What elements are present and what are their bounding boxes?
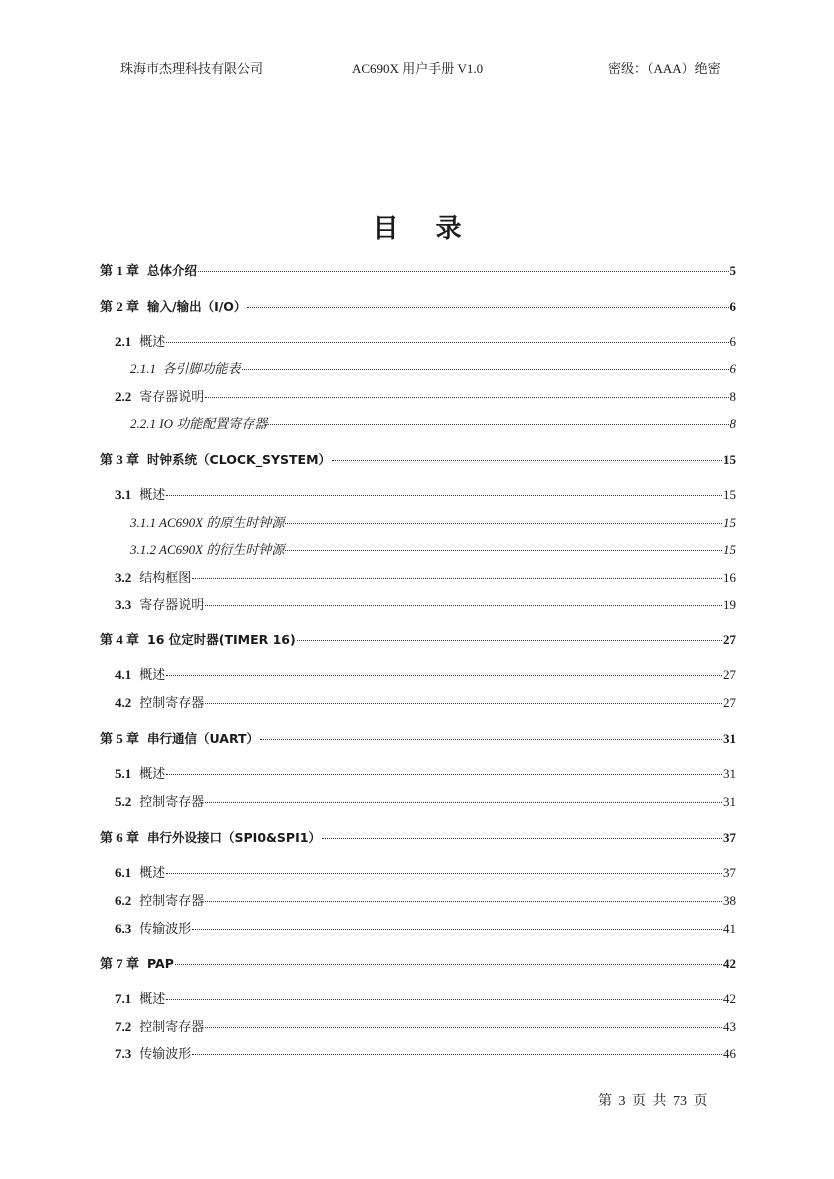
toc-entry-page: 37 bbox=[723, 830, 736, 845]
toc-dot-leader bbox=[205, 605, 722, 606]
toc-entry[interactable] bbox=[130, 514, 736, 532]
toc-entry[interactable] bbox=[115, 1045, 736, 1063]
header-secrecy-level: 密级：（AAA）绝密 bbox=[608, 61, 721, 76]
toc-entry-page: 16 bbox=[723, 570, 736, 585]
toc-entry[interactable] bbox=[115, 486, 736, 504]
toc-dot-leader bbox=[242, 369, 729, 370]
toc-entry-number: 第 5 章 bbox=[100, 731, 140, 746]
page-footer: 第 3 页 共 73 页 bbox=[598, 1094, 708, 1109]
toc-entry[interactable] bbox=[115, 765, 736, 783]
toc-entry-title: 概述 bbox=[139, 667, 166, 682]
toc-entry-title: 控制寄存器 bbox=[139, 1019, 205, 1034]
toc-dot-leader bbox=[332, 460, 722, 461]
toc-entry-title: PAP bbox=[147, 956, 174, 971]
toc-dot-leader bbox=[285, 550, 722, 551]
toc-dot-leader bbox=[166, 873, 722, 874]
toc-dot-leader bbox=[260, 739, 722, 740]
toc-dot-leader bbox=[205, 901, 722, 902]
toc-dot-leader bbox=[198, 271, 728, 272]
toc-entry-page: 8 bbox=[729, 416, 736, 431]
toc-entry[interactable] bbox=[100, 298, 736, 316]
toc-entry-number: 4.2 bbox=[115, 695, 132, 710]
toc-entry-title: 3.1.2 AC690X 的衍生时钟源 bbox=[130, 542, 285, 557]
toc-entry-page: 42 bbox=[723, 991, 736, 1006]
toc-entry[interactable] bbox=[115, 596, 736, 614]
toc-dot-leader bbox=[192, 929, 722, 930]
toc-entry-number: 3.1 bbox=[115, 487, 132, 502]
toc-entry-number: 6.2 bbox=[115, 893, 132, 908]
toc-entry[interactable] bbox=[115, 666, 736, 684]
toc-entry-title: 2.2.1 IO 功能配置寄存器 bbox=[130, 416, 268, 431]
toc-entry-number: 6.3 bbox=[115, 921, 132, 936]
toc-entry-title: 概述 bbox=[139, 487, 166, 502]
toc-entry-page: 27 bbox=[723, 695, 736, 710]
toc-entry-number: 7.3 bbox=[115, 1046, 132, 1061]
toc-entry-page: 6 bbox=[729, 334, 736, 349]
toc-entry-page: 15 bbox=[723, 542, 736, 557]
toc-dot-leader bbox=[285, 523, 722, 524]
toc-entry-title: 控制寄存器 bbox=[139, 695, 205, 710]
toc-entry-number: 7.1 bbox=[115, 991, 132, 1006]
toc-entry-page: 31 bbox=[723, 731, 736, 746]
toc-entry-number: 3.3 bbox=[115, 597, 132, 612]
toc-dot-leader bbox=[166, 342, 728, 343]
toc-dot-leader bbox=[268, 424, 728, 425]
toc-entry[interactable] bbox=[115, 864, 736, 882]
toc-entry-page: 6 bbox=[729, 361, 736, 376]
toc-dot-leader bbox=[205, 397, 728, 398]
toc-entry[interactable] bbox=[115, 694, 736, 712]
toc-dot-leader bbox=[175, 964, 722, 965]
toc-entry[interactable] bbox=[100, 631, 736, 649]
toc-entry[interactable] bbox=[115, 333, 736, 351]
toc-heading: 目 录 bbox=[372, 214, 476, 244]
toc-entry-title: 时钟系统（CLOCK_SYSTEM） bbox=[147, 452, 332, 467]
toc-entry-number: 2.2 bbox=[115, 389, 132, 404]
toc-entry-page: 38 bbox=[723, 893, 736, 908]
toc-entry-page: 19 bbox=[723, 597, 736, 612]
header-manual-title: AC690X 用户手册 V1.0 bbox=[352, 61, 484, 76]
toc-entry-title: 概述 bbox=[139, 991, 166, 1006]
toc-entry-number: 第 3 章 bbox=[100, 452, 140, 467]
toc-entry-number: 第 4 章 bbox=[100, 632, 140, 647]
toc-entry-number: 4.1 bbox=[115, 667, 132, 682]
toc-dot-leader bbox=[166, 495, 722, 496]
toc-entry-page: 42 bbox=[723, 956, 736, 971]
toc-entry[interactable] bbox=[100, 955, 736, 973]
toc-entry-page: 43 bbox=[723, 1019, 736, 1034]
toc-entry-number: 第 7 章 bbox=[100, 956, 140, 971]
toc-entry-page: 27 bbox=[723, 632, 736, 647]
toc-dot-leader bbox=[322, 838, 722, 839]
toc-entry-page: 46 bbox=[723, 1046, 736, 1061]
toc-entry-title: 概述 bbox=[139, 865, 166, 880]
toc-entry-title: 输入/输出（I/O） bbox=[147, 299, 247, 314]
toc-entry-page: 5 bbox=[729, 263, 736, 278]
toc-entry[interactable] bbox=[130, 360, 736, 378]
toc-entry-number: 6.1 bbox=[115, 865, 132, 880]
toc-entry-number: 第 6 章 bbox=[100, 830, 140, 845]
toc-entry-title: 串行外设接口（SPI0&SPI1） bbox=[147, 830, 321, 845]
toc-entry-title: 16 位定时器(TIMER 16) bbox=[147, 632, 296, 647]
toc-entry-title: 总体介绍 bbox=[147, 263, 198, 278]
toc-entry[interactable] bbox=[115, 388, 736, 406]
toc-dot-leader bbox=[205, 802, 722, 803]
toc-entry-page: 8 bbox=[729, 389, 736, 404]
toc-entry-title: 寄存器说明 bbox=[139, 389, 205, 404]
toc-dot-leader bbox=[205, 1027, 722, 1028]
toc-entry[interactable] bbox=[115, 793, 736, 811]
toc-entry-title: 3.1.1 AC690X 的原生时钟源 bbox=[130, 515, 285, 530]
toc-entry[interactable] bbox=[115, 920, 736, 938]
toc-entry-title: 概述 bbox=[139, 334, 166, 349]
toc-entry-page: 15 bbox=[723, 452, 736, 467]
toc-entry-number: 第 1 章 bbox=[100, 263, 140, 278]
toc-entry-number: 第 2 章 bbox=[100, 299, 140, 314]
toc-dot-leader bbox=[166, 675, 722, 676]
toc-entry-number: 5.2 bbox=[115, 794, 132, 809]
toc-entry-page: 15 bbox=[723, 515, 736, 530]
toc-dot-leader bbox=[247, 307, 728, 308]
toc-entry-page: 31 bbox=[723, 794, 736, 809]
toc-entry-title: 结构框图 bbox=[139, 570, 192, 585]
toc-dot-leader bbox=[297, 640, 722, 641]
toc-entry[interactable] bbox=[100, 730, 736, 748]
toc-dot-leader bbox=[205, 703, 722, 704]
toc-entry-title: 传输波形 bbox=[139, 921, 192, 936]
toc-entry-number: 7.2 bbox=[115, 1019, 132, 1034]
toc-entry-number: 5.1 bbox=[115, 766, 132, 781]
toc-entry-page: 15 bbox=[723, 487, 736, 502]
toc-entry-page: 6 bbox=[729, 299, 736, 314]
toc-entry-title: 控制寄存器 bbox=[139, 893, 205, 908]
header-company: 珠海市杰理科技有限公司 bbox=[120, 61, 264, 76]
toc-entry-title: 概述 bbox=[139, 766, 166, 781]
toc-entry-page: 27 bbox=[723, 667, 736, 682]
toc-entry[interactable] bbox=[100, 829, 736, 847]
toc-entry-title: 传输波形 bbox=[139, 1046, 192, 1061]
toc-entry[interactable] bbox=[115, 1018, 736, 1036]
toc-entry-title: 控制寄存器 bbox=[139, 794, 205, 809]
toc-dot-leader bbox=[192, 578, 722, 579]
toc-entry[interactable] bbox=[115, 569, 736, 587]
toc-dot-leader bbox=[166, 999, 722, 1000]
toc-entry[interactable] bbox=[130, 415, 736, 433]
toc-entry-page: 41 bbox=[723, 921, 736, 936]
toc-entry-page: 37 bbox=[723, 865, 736, 880]
toc-dot-leader bbox=[166, 774, 722, 775]
toc-dot-leader bbox=[192, 1054, 722, 1055]
toc-entry-title: 2.1.1 各引脚功能表 bbox=[130, 361, 241, 376]
toc-entry-title: 寄存器说明 bbox=[139, 597, 205, 612]
toc-entry[interactable] bbox=[130, 541, 736, 559]
toc-entry[interactable] bbox=[115, 990, 736, 1008]
toc-entry[interactable] bbox=[100, 451, 736, 469]
toc-entry-number: 2.1 bbox=[115, 334, 132, 349]
toc-entry-title: 串行通信（UART） bbox=[147, 731, 260, 746]
toc-entry-page: 31 bbox=[723, 766, 736, 781]
toc-entry[interactable] bbox=[100, 262, 736, 280]
toc-entry-number: 3.2 bbox=[115, 570, 132, 585]
toc-entry[interactable] bbox=[115, 892, 736, 910]
